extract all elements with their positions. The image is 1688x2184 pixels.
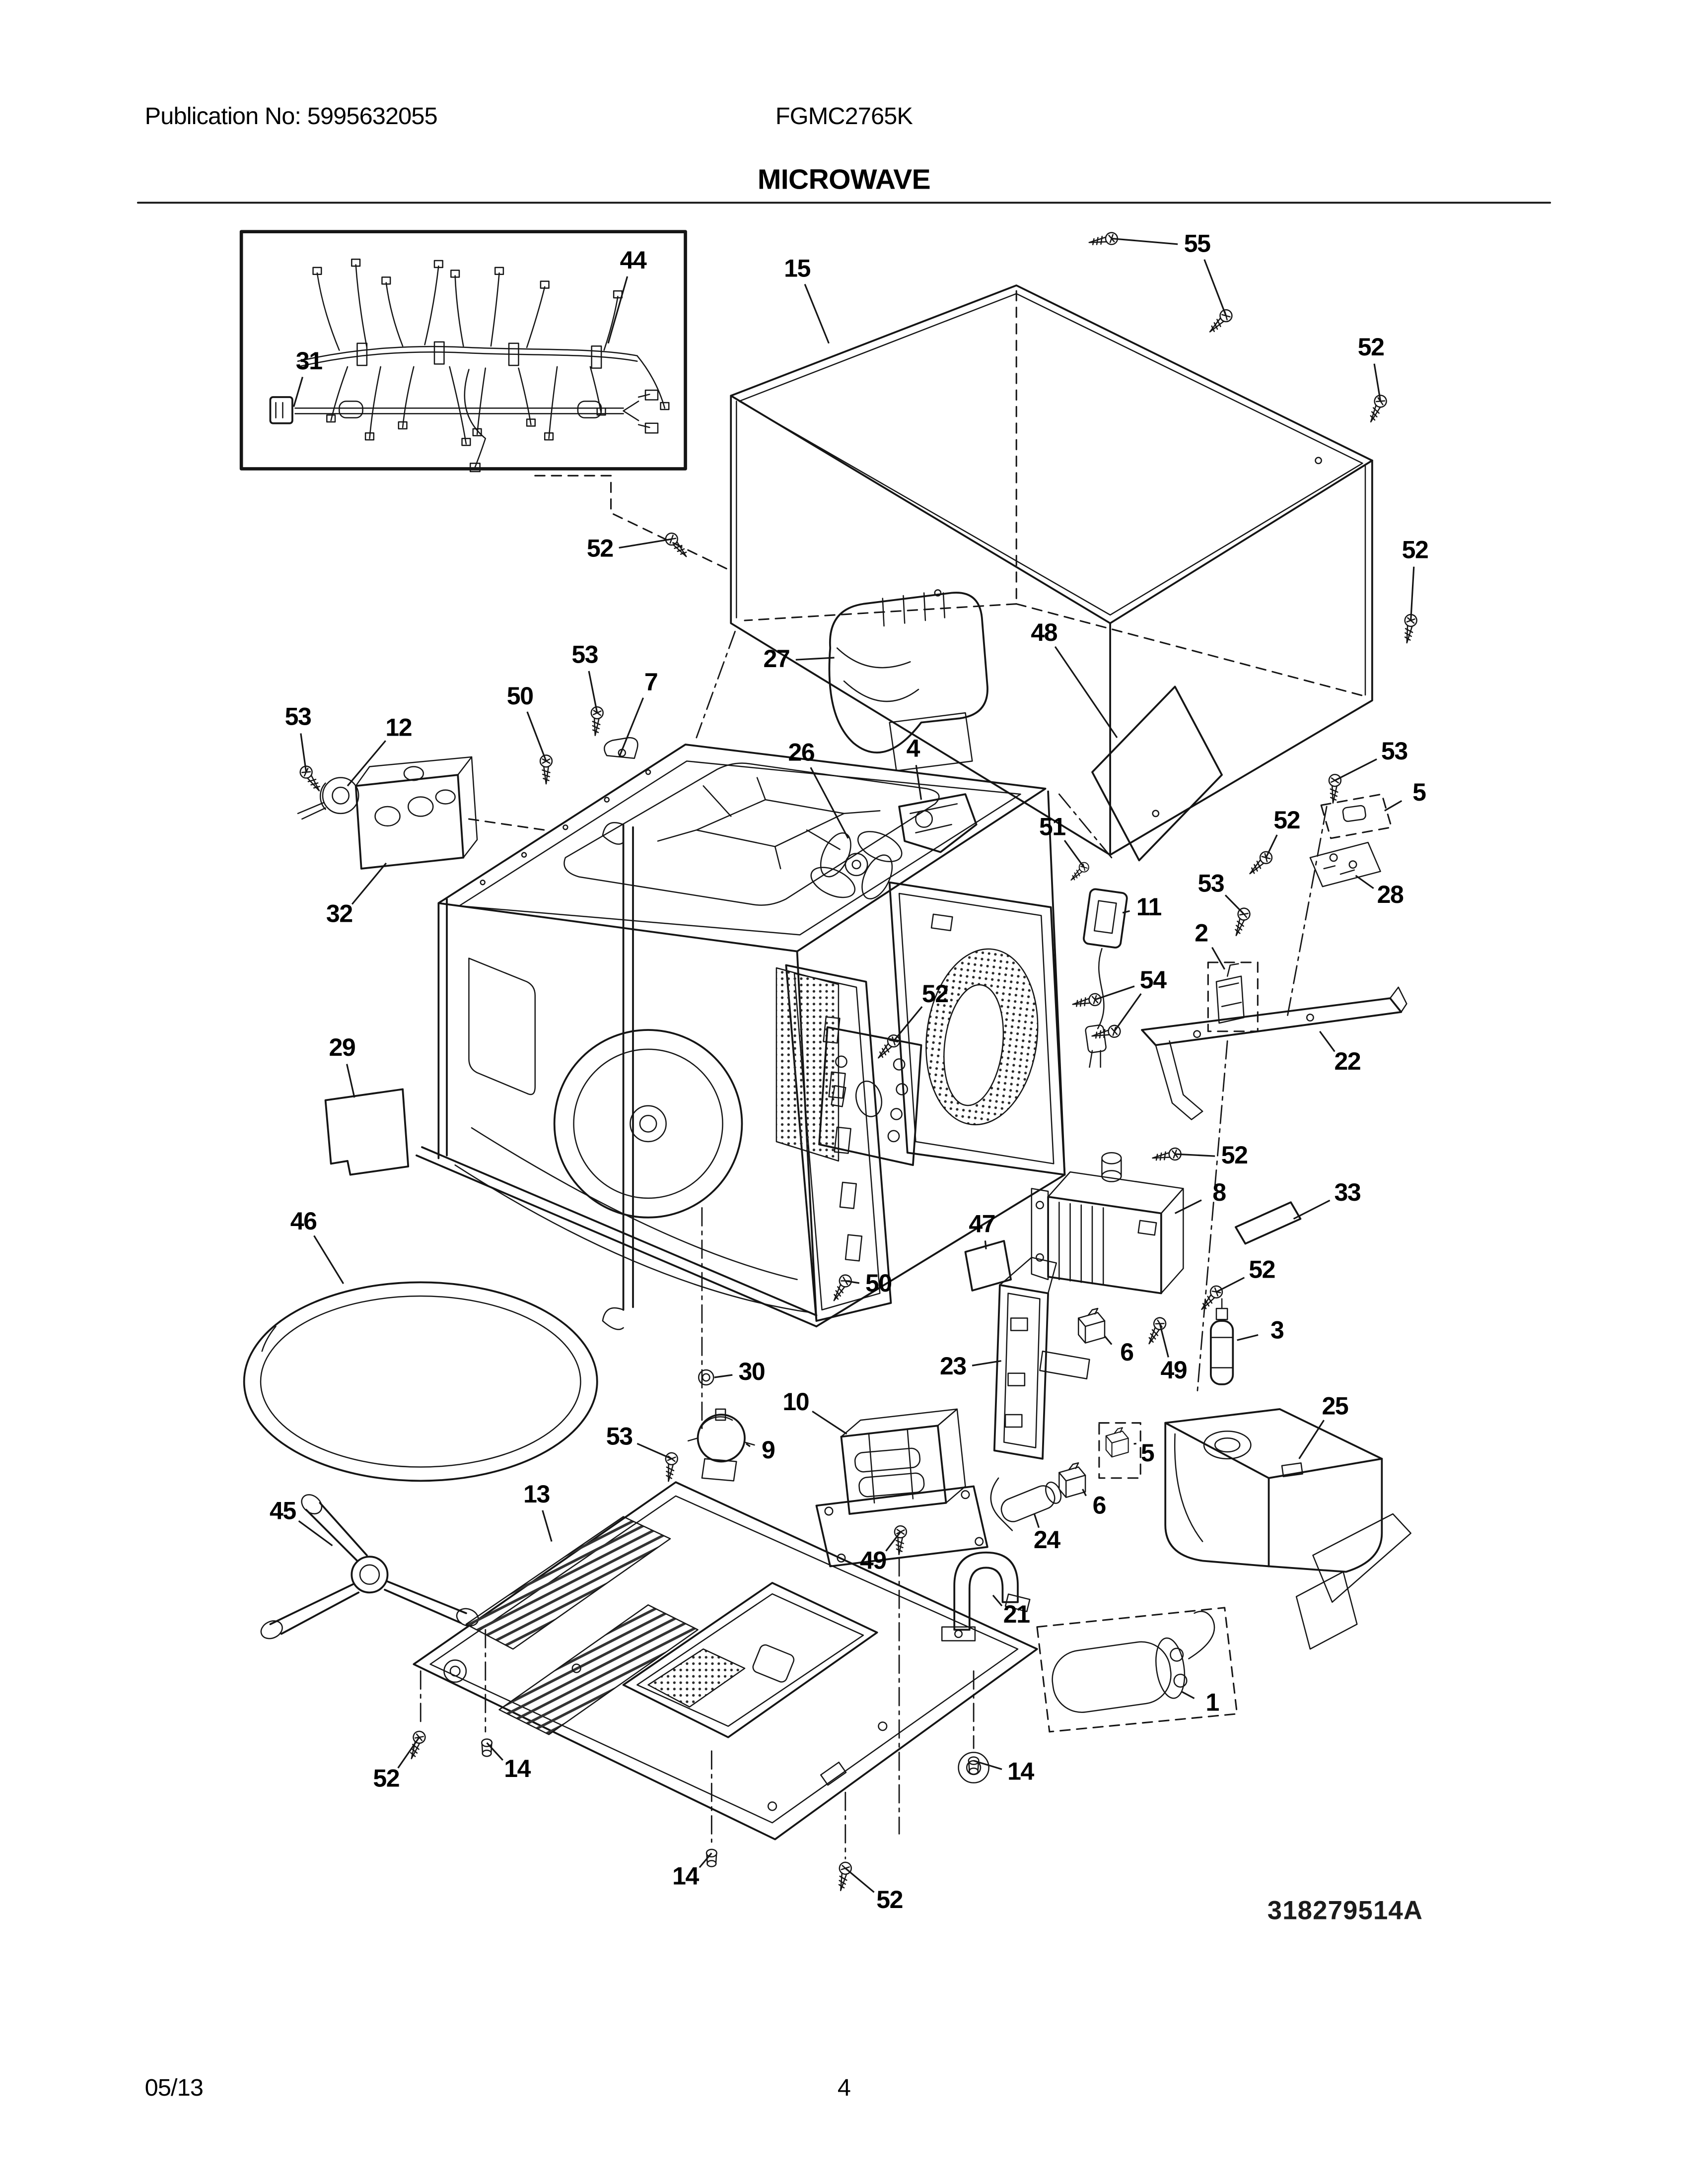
callout-3: 3 bbox=[1270, 1316, 1284, 1344]
callout-leader bbox=[543, 1510, 552, 1542]
callout-32: 32 bbox=[326, 899, 352, 928]
wire-harness-44 bbox=[295, 259, 669, 472]
callout-5: 5 bbox=[1140, 1438, 1154, 1467]
callout-47: 47 bbox=[969, 1210, 995, 1238]
callout-leader bbox=[608, 276, 628, 343]
callout-53: 53 bbox=[1381, 737, 1407, 765]
callout-5: 5 bbox=[1412, 778, 1426, 807]
callout-leader bbox=[812, 1411, 846, 1434]
callout-46: 46 bbox=[290, 1207, 317, 1235]
callout-leader bbox=[1105, 1336, 1112, 1345]
callout-leader bbox=[916, 765, 921, 800]
callout-24: 24 bbox=[1033, 1525, 1060, 1554]
callout-49: 49 bbox=[1160, 1356, 1187, 1384]
callout-leader bbox=[348, 741, 386, 786]
callout-31: 31 bbox=[295, 346, 322, 375]
callout-51: 51 bbox=[1039, 813, 1065, 841]
part-24-bracket bbox=[991, 1478, 1064, 1531]
callout-leader bbox=[314, 1235, 344, 1284]
callout-leader bbox=[1175, 1200, 1201, 1214]
part-13-base-plate bbox=[414, 1482, 1037, 1839]
callout-52: 52 bbox=[586, 534, 613, 562]
callout-leader bbox=[1385, 801, 1402, 811]
callout-28: 28 bbox=[1377, 880, 1404, 908]
callout-leader bbox=[845, 1281, 859, 1283]
callout-52: 52 bbox=[921, 979, 948, 1008]
callout-21: 21 bbox=[1003, 1600, 1030, 1628]
callout-52: 52 bbox=[1249, 1255, 1275, 1284]
callout-leader bbox=[1294, 1200, 1330, 1219]
callout-leader bbox=[347, 1064, 354, 1098]
part-22-bracket bbox=[1142, 987, 1407, 1120]
callout-22: 22 bbox=[1334, 1047, 1361, 1075]
callout-52: 52 bbox=[1357, 333, 1384, 361]
callout-leader bbox=[1335, 759, 1377, 780]
part-6-switch-lower bbox=[1059, 1463, 1085, 1497]
part-30-grommet bbox=[699, 1370, 713, 1385]
part-28-plate bbox=[1310, 842, 1381, 887]
model-number: FGMC2765K bbox=[775, 102, 913, 130]
callout-leader bbox=[811, 767, 848, 838]
callout-leader bbox=[845, 1868, 874, 1892]
footer-date: 05/13 bbox=[144, 2074, 204, 2102]
callout-leader bbox=[1134, 1443, 1136, 1444]
callout-23: 23 bbox=[940, 1352, 966, 1380]
part-32-junction-box bbox=[356, 757, 545, 869]
callout-27: 27 bbox=[763, 644, 790, 673]
callout-33: 33 bbox=[1334, 1178, 1361, 1206]
callout-13: 13 bbox=[523, 1480, 550, 1508]
callout-50: 50 bbox=[506, 682, 533, 710]
callout-leader bbox=[352, 863, 386, 904]
part-9-turntable-motor bbox=[688, 1409, 754, 1481]
callout-9: 9 bbox=[762, 1436, 775, 1464]
callout-48: 48 bbox=[1031, 618, 1057, 646]
callout-leader bbox=[487, 1743, 503, 1760]
callout-6: 6 bbox=[1120, 1338, 1133, 1366]
callout-leader bbox=[1095, 986, 1134, 1000]
callout-layer bbox=[270, 230, 1428, 1913]
part-11-power-cord bbox=[1083, 888, 1128, 1067]
callout-leader bbox=[1114, 994, 1141, 1031]
callout-leader bbox=[1237, 1335, 1259, 1340]
part-23-bracket bbox=[994, 1257, 1090, 1459]
part-3-fuse bbox=[1211, 1299, 1233, 1384]
callout-10: 10 bbox=[782, 1387, 809, 1416]
callout-53: 53 bbox=[1197, 869, 1224, 897]
callout-leader bbox=[619, 698, 643, 757]
callout-leader bbox=[1182, 1692, 1195, 1698]
callout-leader bbox=[637, 1443, 671, 1459]
callout-49: 49 bbox=[859, 1546, 886, 1574]
footer-page-number: 4 bbox=[837, 2074, 851, 2102]
callout-52: 52 bbox=[876, 1885, 903, 1913]
callout-leader bbox=[1123, 911, 1129, 913]
callout-leader bbox=[1299, 1420, 1324, 1459]
callout-leader bbox=[1356, 876, 1374, 888]
callout-52: 52 bbox=[1273, 806, 1300, 834]
callout-15: 15 bbox=[784, 254, 810, 282]
callout-53: 53 bbox=[284, 702, 311, 731]
diagram-id: 318279514A bbox=[1267, 1896, 1423, 1925]
callout-leader bbox=[985, 1240, 986, 1249]
callout-leader bbox=[1411, 567, 1414, 620]
callout-52: 52 bbox=[1402, 536, 1428, 564]
callout-2: 2 bbox=[1195, 919, 1208, 947]
callout-leader bbox=[1204, 260, 1226, 316]
callout-leader bbox=[1160, 1324, 1168, 1358]
callout-leader bbox=[299, 1521, 333, 1546]
publication-number: Publication No: 5995632055 bbox=[144, 102, 437, 130]
callout-12: 12 bbox=[385, 713, 412, 742]
callout-26: 26 bbox=[788, 738, 815, 766]
callout-leader bbox=[589, 671, 597, 713]
callout-55: 55 bbox=[1184, 229, 1210, 258]
part-26-fan-blade bbox=[806, 825, 906, 903]
callout-52: 52 bbox=[1221, 1141, 1248, 1169]
part-33-cover-strip bbox=[1236, 1202, 1301, 1243]
callout-leader bbox=[1225, 895, 1244, 914]
part-5-switch-lower bbox=[1099, 1423, 1140, 1478]
callout-leader bbox=[993, 1595, 1002, 1606]
callout-14: 14 bbox=[1007, 1757, 1034, 1785]
callout-11: 11 bbox=[1136, 892, 1161, 921]
callout-leader bbox=[1212, 948, 1224, 969]
callout-52: 52 bbox=[373, 1764, 400, 1792]
callout-leader bbox=[805, 284, 829, 343]
callout-53: 53 bbox=[606, 1422, 633, 1450]
callout-leader bbox=[1216, 1278, 1244, 1292]
callout-leader bbox=[714, 1375, 732, 1377]
callout-7: 7 bbox=[644, 668, 658, 696]
callout-25: 25 bbox=[1322, 1392, 1348, 1420]
part-4-fan-bracket bbox=[899, 794, 977, 852]
section-title: MICROWAVE bbox=[757, 163, 931, 196]
callout-50: 50 bbox=[865, 1269, 892, 1297]
callout-53: 53 bbox=[571, 640, 598, 669]
callout-leader bbox=[527, 712, 546, 761]
callout-4: 4 bbox=[906, 734, 920, 762]
part-46-tray-ring bbox=[244, 1282, 597, 1481]
callout-leader bbox=[1064, 840, 1084, 867]
callout-1: 1 bbox=[1205, 1688, 1219, 1716]
callout-44: 44 bbox=[620, 246, 646, 274]
part-47-sheet bbox=[965, 1241, 1011, 1291]
part-15-outer-cover bbox=[535, 285, 1372, 855]
callout-45: 45 bbox=[270, 1497, 296, 1525]
callout-leader bbox=[1320, 1031, 1335, 1052]
callout-6: 6 bbox=[1092, 1491, 1106, 1519]
part-5-switch-upper bbox=[1321, 794, 1392, 838]
callout-leader bbox=[619, 539, 672, 548]
callout-54: 54 bbox=[1139, 965, 1166, 994]
callout-29: 29 bbox=[329, 1033, 355, 1062]
part-48-insulation-sheet bbox=[1092, 686, 1222, 860]
callout-30: 30 bbox=[738, 1357, 765, 1385]
callout-leader bbox=[294, 377, 303, 407]
callout-leader bbox=[1055, 647, 1117, 738]
part-6-switch-upper bbox=[1078, 1308, 1105, 1343]
callout-14: 14 bbox=[672, 1862, 699, 1890]
callout-leader bbox=[796, 658, 835, 660]
part-29-sheet bbox=[326, 1089, 409, 1174]
callout-14: 14 bbox=[504, 1754, 531, 1782]
part-7-clamp bbox=[604, 738, 637, 758]
part-25-air-duct bbox=[1165, 1409, 1410, 1649]
callout-8: 8 bbox=[1212, 1178, 1226, 1206]
callout-leader bbox=[1112, 239, 1178, 244]
